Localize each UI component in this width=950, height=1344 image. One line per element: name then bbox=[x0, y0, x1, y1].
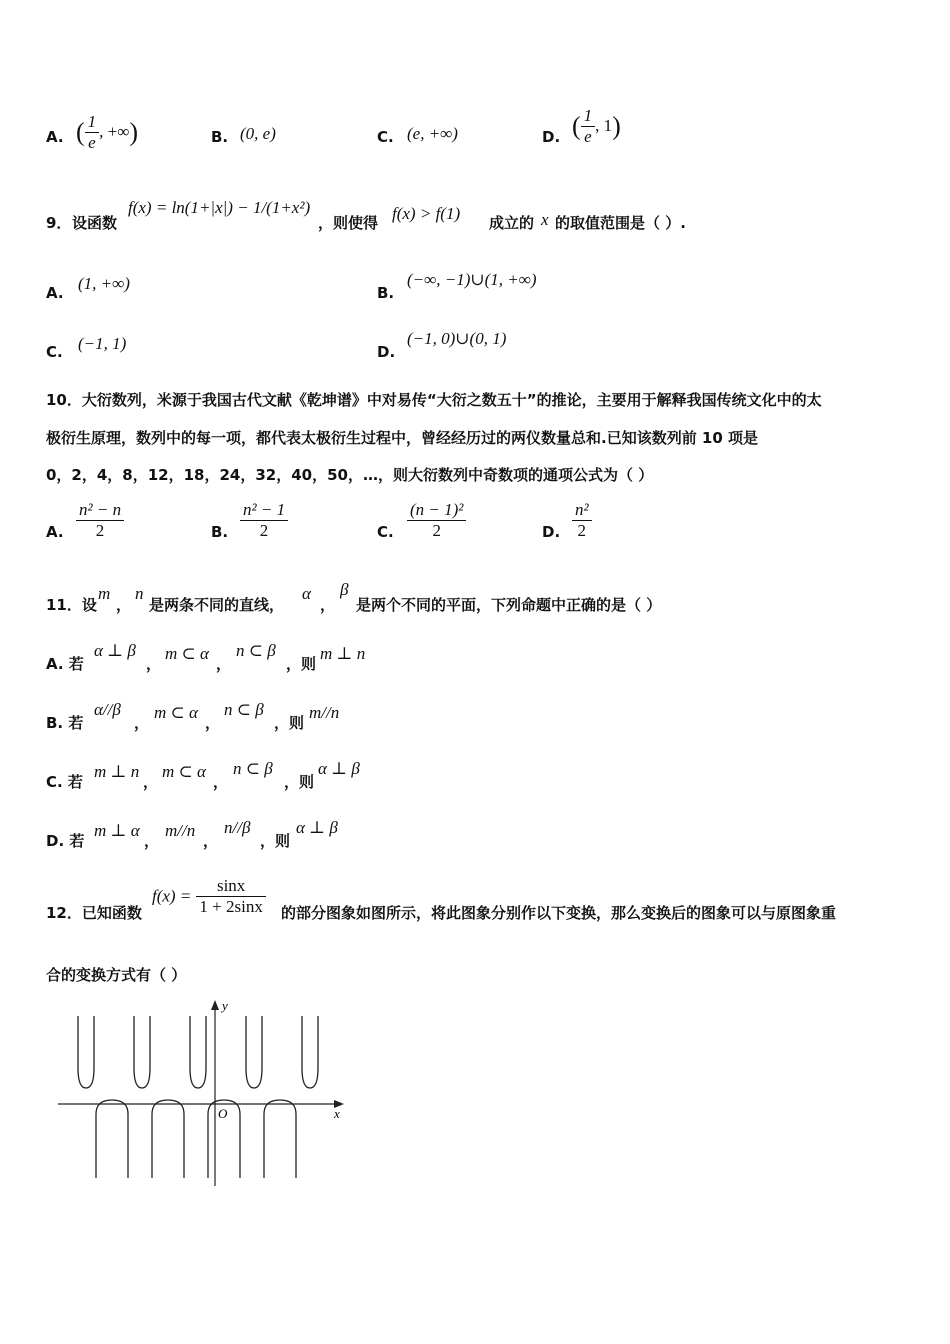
q10-option-d-num: n² bbox=[575, 500, 589, 519]
graph-upper-branch-2 bbox=[134, 1016, 150, 1088]
graph-x-label: x bbox=[334, 1106, 340, 1121]
q11-option-a-then: ，则 bbox=[286, 655, 317, 673]
q9-variable: x bbox=[541, 210, 549, 229]
q11-option-c-comma2: ， bbox=[213, 773, 229, 791]
q12-f-den: 1 + 2sinx bbox=[196, 896, 265, 917]
q11-beta: β bbox=[340, 580, 349, 599]
q10-option-c-frac bbox=[407, 500, 466, 541]
q11-alpha: α bbox=[302, 584, 311, 603]
q11-option-a-concl: m ⊥ n bbox=[320, 644, 366, 663]
q11-option-b-label: B. 若 bbox=[46, 714, 84, 732]
q9-text-before: 设函数 bbox=[72, 214, 118, 232]
q9-text-mid: ，则使得 bbox=[318, 214, 379, 232]
q12-line2: 合的变换方式有（ ） bbox=[46, 966, 187, 984]
q10-line1: 10．大衍数列，米源于我国古代文献《乾坤谱》中对易传“大衍之数五十”的推论，主要用于解释我国传统文化中的太 bbox=[46, 391, 822, 409]
q12-f-num: sinx bbox=[216, 876, 246, 895]
q11-option-c-concl: α ⊥ β bbox=[318, 759, 360, 778]
graph-upper-branch-3 bbox=[190, 1016, 206, 1088]
q8-option-a-math: ( $\frac{1}{e}$ , +∞) bbox=[76, 112, 139, 152]
q11-option-b-then: ，则 bbox=[274, 714, 305, 732]
graph-lower-branch-4 bbox=[264, 1100, 296, 1178]
q11-option-b-concl: m//n bbox=[309, 703, 340, 722]
q12-text-after: 的部分图象如图所示，将此图象分别作以下变换，那么变换后的图象可以与原图象重 bbox=[281, 904, 837, 922]
q11-option-c-label: C. 若 bbox=[46, 773, 83, 791]
q11-option-d-comma2: ， bbox=[203, 832, 219, 850]
q9-option-d-math: (−1, 0)∪(0, 1) bbox=[407, 329, 507, 348]
q11-m: m bbox=[98, 584, 111, 603]
graph-y-label: y bbox=[222, 998, 228, 1013]
q11-option-a-c3: n ⊂ β bbox=[236, 641, 276, 660]
q9-condition: f(x) > f(1) bbox=[392, 204, 461, 223]
graph-upper-branch-4 bbox=[246, 1016, 262, 1088]
q10-option-b-den: 2 bbox=[240, 520, 288, 541]
q11-option-d-c2: m//n bbox=[165, 821, 196, 840]
q8-option-a-label: A. bbox=[46, 128, 64, 146]
graph-lower-branch-2 bbox=[152, 1100, 184, 1178]
q11-option-d-then: ，则 bbox=[260, 832, 291, 850]
q8-option-d-label: D. bbox=[542, 128, 561, 146]
q12-graph bbox=[54, 996, 350, 1188]
q9-function: f(x) = ln(1+|x|) − 1/(1+x²) bbox=[128, 198, 311, 217]
graph-y-arrow bbox=[211, 1000, 219, 1010]
q11-option-d-comma1: ， bbox=[144, 832, 160, 850]
q12-number: 12．已知函数 bbox=[46, 904, 142, 922]
q11-option-b-c3: n ⊂ β bbox=[224, 700, 264, 719]
q11-t2: 是两个不同的平面，下列命题中正确的是（ ） bbox=[356, 596, 662, 614]
q11-option-a-c1: α ⊥ β bbox=[94, 641, 136, 660]
q11-option-d-concl: α ⊥ β bbox=[296, 818, 338, 837]
q11-option-c-c1: m ⊥ n bbox=[94, 762, 140, 781]
q9-option-b-math: (−∞, −1)∪(1, +∞) bbox=[407, 270, 537, 289]
q11-option-b-c1: α//β bbox=[94, 700, 121, 719]
q10-option-a-label: A. bbox=[46, 523, 64, 541]
graph-origin-label: O bbox=[218, 1106, 228, 1121]
q10-option-a-den: 2 bbox=[76, 520, 124, 541]
q9-option-b-label: B. bbox=[377, 284, 395, 302]
q12-function bbox=[152, 876, 266, 917]
q8-option-c-math: (e, +∞) bbox=[407, 124, 458, 143]
q10-option-a-frac bbox=[76, 500, 124, 541]
q9-option-a-math: (1, +∞) bbox=[78, 274, 130, 293]
q9-option-d-label: D. bbox=[377, 343, 396, 361]
q9-option-c-math: (−1, 1) bbox=[78, 334, 127, 353]
q11-option-d-c1: m ⊥ α bbox=[94, 821, 140, 840]
q9-option-a-label: A. bbox=[46, 284, 64, 302]
q10-option-b-num: n² − 1 bbox=[243, 500, 286, 519]
q10-option-a-num: n² − n bbox=[79, 500, 122, 519]
q11-number: 11．设 bbox=[46, 596, 97, 614]
q10-option-b-frac bbox=[240, 500, 288, 541]
q11-option-a-label: A. 若 bbox=[46, 655, 84, 673]
q11-option-d-label: D. 若 bbox=[46, 832, 85, 850]
q11-option-c-then: ，则 bbox=[284, 773, 315, 791]
q8-option-b-math: (0, e) bbox=[240, 124, 276, 143]
q10-option-d-frac bbox=[572, 500, 592, 541]
q10-option-d-den: 2 bbox=[572, 520, 592, 541]
q10-option-c-num: (n − 1)² bbox=[410, 500, 464, 519]
q8-option-d-math: ( $\frac{1}{e}$ , 1) bbox=[572, 106, 621, 146]
graph-lower-branch-1 bbox=[96, 1100, 128, 1178]
q11-t1: 是两条不同的直线， bbox=[149, 596, 285, 614]
graph-upper-branch-1 bbox=[78, 1016, 94, 1088]
q11-option-b-c2: m ⊂ α bbox=[154, 703, 198, 722]
q11-option-a-comma2: ， bbox=[216, 655, 232, 673]
q11-n: n bbox=[135, 584, 144, 603]
graph-upper-branch-5 bbox=[302, 1016, 318, 1088]
q11-option-b-comma2: ， bbox=[205, 714, 221, 732]
q9-option-c-label: C. bbox=[46, 343, 63, 361]
q11-option-d-c3: n//β bbox=[224, 818, 251, 837]
q10-option-c-label: C. bbox=[377, 523, 394, 541]
q11-sep2: ， bbox=[320, 596, 336, 614]
q10-option-c-den: 2 bbox=[407, 520, 466, 541]
q11-option-c-c3: n ⊂ β bbox=[233, 759, 273, 778]
q8-option-b-label: B. bbox=[211, 128, 229, 146]
q9-number: 9． bbox=[46, 214, 72, 232]
q11-option-c-comma1: ， bbox=[143, 773, 159, 791]
q9-text-after: 的取值范围是（ ）. bbox=[555, 214, 686, 232]
q8-option-c-label: C. bbox=[377, 128, 394, 146]
q10-line3: 0，2，4，8，12，18，24，32，40，50，…，则大衍数列中奇数项的通项公式为（ ） bbox=[46, 466, 654, 484]
q11-option-a-comma1: ， bbox=[146, 655, 162, 673]
q10-option-d-label: D. bbox=[542, 523, 561, 541]
q11-option-a-c2: m ⊂ α bbox=[165, 644, 209, 663]
q11-option-c-c2: m ⊂ α bbox=[162, 762, 206, 781]
q11-option-b-comma1: ， bbox=[134, 714, 150, 732]
q9-text-mid2: 成立的 bbox=[489, 214, 535, 232]
q11-sep1: ， bbox=[116, 596, 132, 614]
q10-option-b-label: B. bbox=[211, 523, 229, 541]
q10-line2: 极衍生原理，数列中的每一项，都代表太极衍生过程中，曾经经历过的两仪数量总和.已知该数列前 10 项是 bbox=[46, 429, 759, 447]
q12-f-lhs: f(x) = bbox=[152, 886, 192, 906]
